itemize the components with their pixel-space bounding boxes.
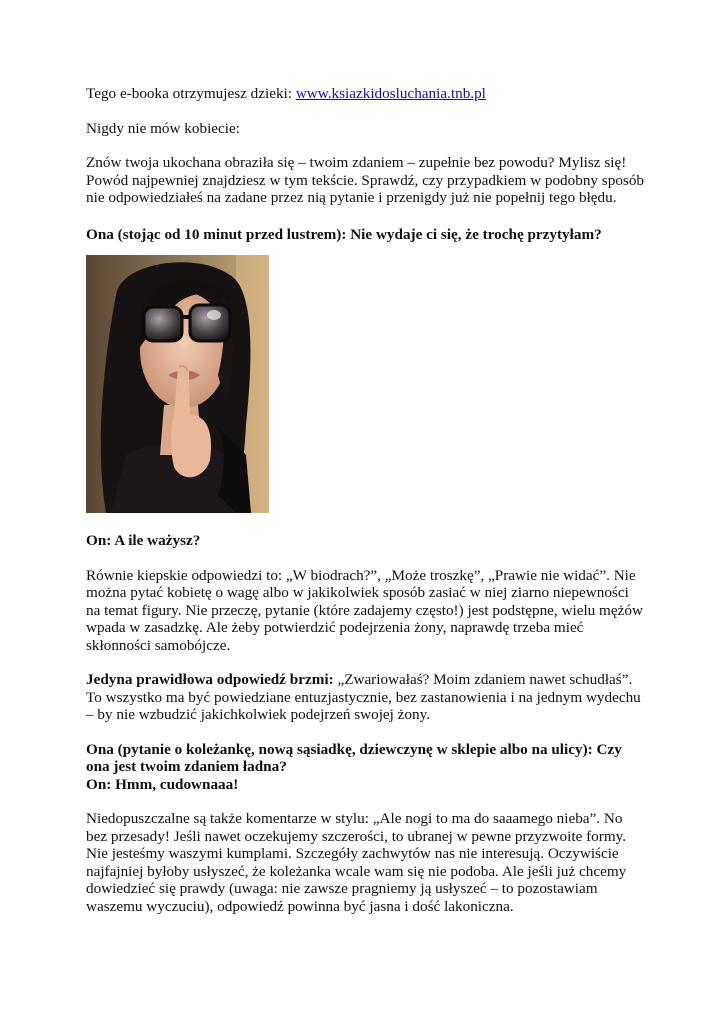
question-2-text: Ona (pytanie o koleżankę, nową sąsiadkę, dziewczynę w sklepie albo na ulicy): Czy ona jest twoim zdaniem ładna? — [86, 740, 622, 775]
credit-link[interactable]: www.ksiazkidosluchania.tnb.pl — [295, 85, 486, 102]
credit-line — [86, 85, 646, 103]
credit-prefix: Tego e-booka otrzymujesz dzieki: — [86, 85, 296, 102]
answer-2-text: On: Hmm, cudownaaa! — [86, 775, 239, 793]
paragraph-2-lead: Jedyna prawidłowa odpowiedź brzmi: — [86, 671, 334, 688]
paragraph-2-rest: „Zwariowałaś? Moim zdaniem nawet schudłaś”. To wszystko ma być powiedziane entuzjastycznie, bez zastanowienia i na jednym wydechu – by nie wzbudzić jakichkolwiek podejrzeń swojej żony. — [86, 671, 641, 723]
subtitle: Nigdy nie mów kobiecie: — [86, 119, 240, 137]
woman-sunglasses-photo — [86, 255, 269, 513]
paragraph-2 — [86, 671, 646, 724]
document-page — [86, 80, 646, 915]
intro-paragraph: Znów twoja ukochana obraziła się – twoim zdaniem – zupełnie bez powodu? Mylisz się! Powód najpewniej znajdziesz w tym tekście. Sprawdź, czy przypadkiem w podobny sposób nie odpowiedziałeś na zadane przez nią pytanie i przenigdy już nie popełnij tego błędu. — [86, 154, 645, 206]
paragraph-3: Niedopuszczalne są także komentarze w stylu: „Ale nogi to ma do saaamego nieba”. No bez przesady! Jeśli nawet oczekujemy szczerości, to ubranej w pewne przyzwoite formy. Nie jesteśmy waszymi kumplami. Szczegóły zachwytów nas nie interesują. Oczywiście najfajniej byłoby usłyszeć, że koleżanka wcale wam się nie podoba. Ale jeśli już chcemy dowiedzieć się prawdy (uwaga: nie zawsze pragniemy ją usłyszeć – to pozostawiam waszemu wyczuciu), odpowiedź powinna być jasna i dość lakoniczna. — [86, 810, 627, 915]
answer-1: On: A ile ważysz? — [86, 532, 201, 549]
question-1: Ona (stojąc od 10 minut przed lustrem): Nie wydaje ci się, że trochę przytyłam? — [86, 225, 602, 243]
question-2 — [86, 741, 646, 794]
paragraph-1: Równie kiepskie odpowiedzi to: „W biodrach?”, „Może troszkę”, „Prawie nie widać”. Nie można pytać kobietę o wagę albo w jakikolwiek sposób zasiać w niej ziarno niepewności na temat figury. Nie przeczę, pytanie (które zadajemy często!) jest podstępne, wielu mężów wpada w zasadzkę. Ale żeby potwierdzić podejrzenia żony, naprawdę trzeba mieć skłonności samobójcze. — [86, 566, 643, 654]
